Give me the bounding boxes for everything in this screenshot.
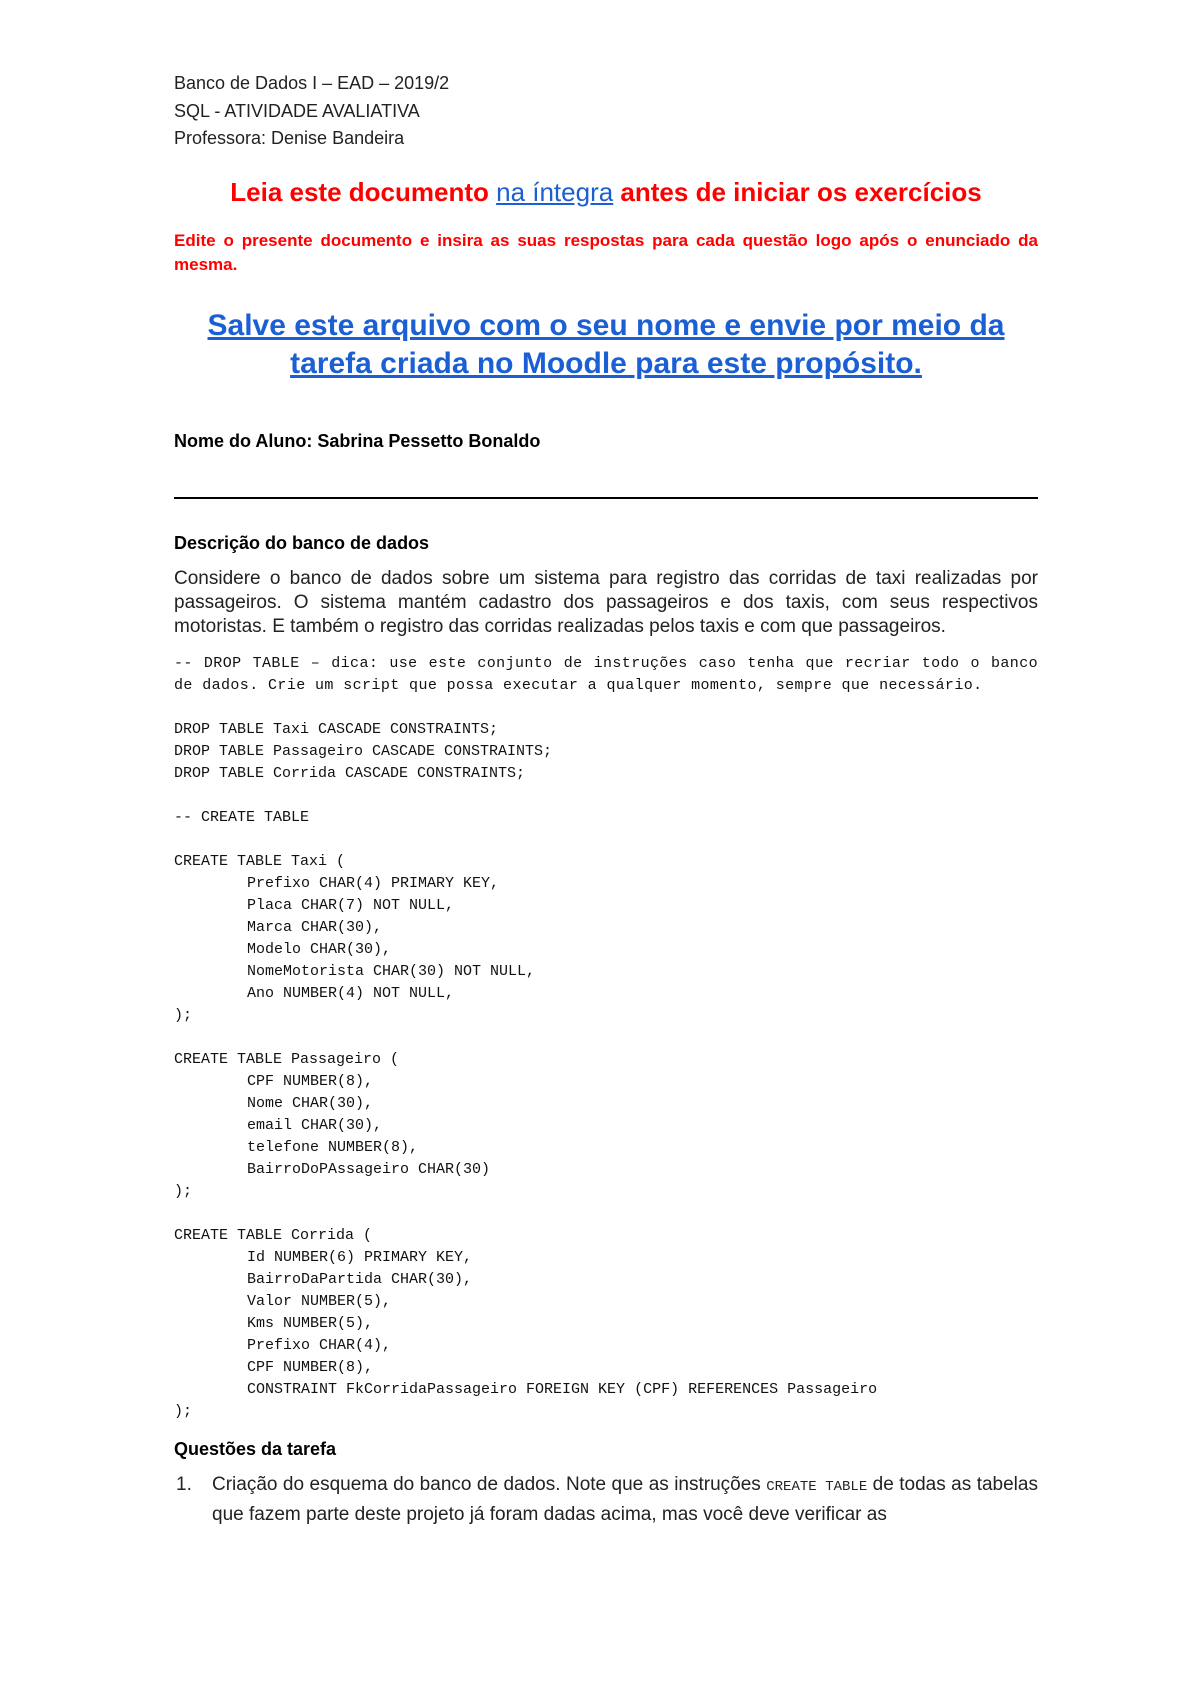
taxi-column: Prefixo CHAR(4) PRIMARY KEY, xyxy=(247,874,500,892)
corrida-column: CPF NUMBER(8), xyxy=(247,1358,374,1376)
create-taxi-close: ); xyxy=(174,1006,193,1024)
questions-heading: Questões da tarefa xyxy=(174,1438,337,1459)
description-text: Considere o banco de dados sobre um sistema para registro das corridas de taxi realizadas por passageiros. O sistema mantém cadastro dos passageiros e dos taxis, com seus respectivos motoristas. E também o registro das corridas realizadas pelos taxis e com que passageiros. xyxy=(174,567,1038,637)
drop-comment: -- DROP TABLE – dica: use este conjunto de instruções caso tenha que recriar todo o banco de dados. Crie um script que possa executar a qualquer momento, sempre que necessário. xyxy=(174,654,1038,694)
drop-line: DROP TABLE Taxi CASCADE CONSTRAINTS; xyxy=(174,720,499,738)
corrida-column: BairroDaPartida CHAR(30), xyxy=(247,1270,473,1288)
read-notice-after: antes de iniciar os exercícios xyxy=(613,176,982,207)
taxi-column: Modelo CHAR(30), xyxy=(247,940,392,958)
document-page xyxy=(174,70,1038,1528)
corrida-column: Prefixo CHAR(4), xyxy=(247,1336,392,1354)
corrida-column: Id NUMBER(6) PRIMARY KEY, xyxy=(247,1248,473,1266)
professor-name: Professora: Denise Bandeira xyxy=(174,128,405,148)
sql-code-block xyxy=(174,653,1038,1423)
corrida-column: Kms NUMBER(5), xyxy=(247,1314,374,1332)
question-text-before: Criação do esquema do banco de dados. Note que as instruções xyxy=(212,1473,767,1495)
create-corrida-open: CREATE TABLE Corrida ( xyxy=(174,1226,373,1244)
activity-title: SQL - ATIVIDADE AVALIATIVA xyxy=(174,100,420,121)
horizontal-divider xyxy=(174,497,1038,499)
passageiro-column: CPF NUMBER(8), xyxy=(247,1072,374,1090)
passageiro-column: telefone NUMBER(8), xyxy=(247,1138,419,1156)
save-instructions-link[interactable]: Salve este arquivo com o seu nome e envie por meio da tarefa criada no Moodle para este propósito. xyxy=(207,308,1005,380)
taxi-column: NomeMotorista CHAR(30) NOT NULL, xyxy=(247,962,536,980)
list-item xyxy=(174,1471,1038,1528)
student-name: Nome do Aluno: Sabrina Pessetto Bonaldo xyxy=(174,430,541,451)
create-passageiro-close: ); xyxy=(174,1182,193,1200)
taxi-column: Marca CHAR(30), xyxy=(247,918,383,936)
questions-list xyxy=(174,1471,1038,1528)
create-taxi-open: CREATE TABLE Taxi ( xyxy=(174,852,346,870)
corrida-column: CONSTRAINT FkCorridaPassageiro FOREIGN KEY (CPF) REFERENCES Passageiro xyxy=(247,1380,878,1398)
taxi-column: Ano NUMBER(4) NOT NULL, xyxy=(247,984,455,1002)
read-notice-link[interactable]: na íntegra xyxy=(496,176,614,207)
create-comment: -- CREATE TABLE xyxy=(174,808,310,826)
question-text-after: de todas as tabelas que fazem parte deste projeto já foram dadas acima, mas você deve verificar as xyxy=(212,1473,1038,1525)
drop-line: DROP TABLE Corrida CASCADE CONSTRAINTS; xyxy=(174,764,526,782)
question-text xyxy=(212,1471,1038,1528)
create-passageiro-open: CREATE TABLE Passageiro ( xyxy=(174,1050,400,1068)
taxi-column: Placa CHAR(7) NOT NULL, xyxy=(247,896,455,914)
passageiro-column: BairroDoPAssageiro CHAR(30) xyxy=(247,1160,491,1178)
read-notice-before: Leia este documento xyxy=(230,176,497,207)
create-corrida-close: ); xyxy=(174,1402,193,1420)
drop-line: DROP TABLE Passageiro CASCADE CONSTRAINTS; xyxy=(174,742,553,760)
description-heading: Descrição do banco de dados xyxy=(174,532,430,553)
edit-instructions: Edite o presente documento e insira as suas respostas para cada questão logo após o enunciado da mesma. xyxy=(174,230,1038,274)
corrida-column: Valor NUMBER(5), xyxy=(247,1292,392,1310)
passageiro-column: Nome CHAR(30), xyxy=(247,1094,374,1112)
question-code: CREATE TABLE xyxy=(766,1478,868,1495)
course-title: Banco de Dados I – EAD – 2019/2 xyxy=(174,73,450,93)
read-notice-title xyxy=(174,175,1038,209)
passageiro-column: email CHAR(30), xyxy=(247,1116,383,1134)
question-number: 1. xyxy=(176,1473,192,1495)
